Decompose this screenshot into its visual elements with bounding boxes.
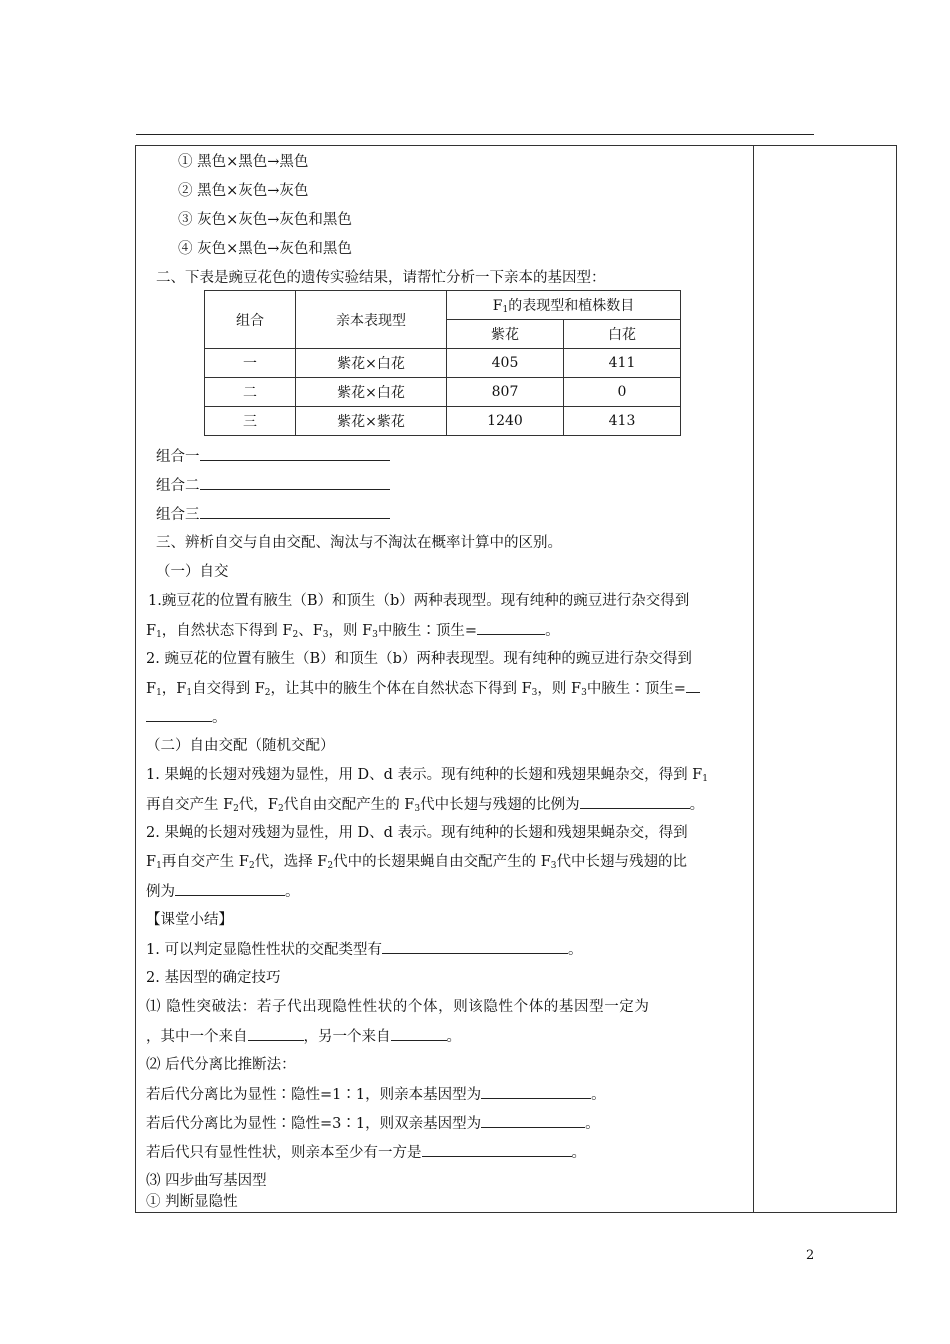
fly2-line-1: 2. 果蝇的长翅对残翅为显性，用 D、d 表示。现有纯种的长翅和残翅果蝇杂交，得到 <box>146 825 688 841</box>
cross-1: ① 黑色×黑色→黑色 <box>178 154 309 170</box>
table-row <box>205 378 681 407</box>
section2-title: 二、下表是豌豆花色的遗传实验结果，请帮忙分析一下亲本的基因型： <box>156 270 606 286</box>
section3-title: 三、辨析自交与自由交配、淘汰与不淘汰在概率计算中的区别。 <box>156 535 562 551</box>
q2-blank[interactable] <box>146 707 212 722</box>
sub1-title: （一）自交 <box>156 564 229 580</box>
header-white: 白花 <box>564 320 681 349</box>
answer-line-3: 组合三 <box>156 504 390 525</box>
page-number: 2 <box>806 1248 815 1263</box>
summary-blank-8[interactable] <box>422 1142 572 1157</box>
q1-line-1: 1.豌豆花的位置有腋生（B）和顶生（b）两种表现型。现有纯种的豌豆进行杂交得到 <box>148 593 690 609</box>
header-f1: $F_1$的表现型和植株数目 <box>447 291 681 320</box>
header-purple: 紫花 <box>447 320 564 349</box>
row-purple: 405 <box>447 349 564 378</box>
header-rule <box>136 134 814 135</box>
genotype-table <box>204 290 681 436</box>
row-group: 二 <box>205 378 296 407</box>
summary-blank-4b[interactable] <box>391 1026 447 1041</box>
summary-item-10: ① 判断显隐性 <box>146 1194 238 1210</box>
q2-line-2: $F_1$，$F_1$自交得到 $F_2$，让其中的腋生个体在自然状态下得到 $F_3$，则 $F_3$中腋生∶顶生= <box>146 678 700 703</box>
row-white: 411 <box>564 349 681 378</box>
fly2-line-2: $F_1$再自交产生 $F_2$代，选择 $F_2$代中的长翅果蝇自由交配产生的 $F_3$代中长翅与残翅的比 <box>146 854 688 871</box>
q2-line-1: 2. 豌豆花的位置有腋生（B）和顶生（b）两种表现型。现有纯种的豌豆进行杂交得到 <box>146 651 692 667</box>
summary-item-4: ，其中一个来自 ，另一个来自 。 <box>146 1026 461 1047</box>
cross-2: ② 黑色×灰色→灰色 <box>178 183 309 199</box>
summary-item-5: ⑵ 后代分离比推断法： <box>146 1057 296 1073</box>
q1-blank[interactable] <box>477 620 545 635</box>
summary-blank-6[interactable] <box>481 1084 591 1099</box>
summary-item-6: 若后代分离比为显性∶隐性=1∶1，则亲本基因型为 。 <box>146 1084 606 1105</box>
cross-3: ③ 灰色×灰色→灰色和黑色 <box>178 212 352 228</box>
summary-blank-7[interactable] <box>481 1113 585 1128</box>
table-row <box>205 349 681 378</box>
summary-blank-1[interactable] <box>382 939 568 954</box>
row-parent: 紫花×白花 <box>296 349 447 378</box>
row-purple: 807 <box>447 378 564 407</box>
answer-blank-1[interactable] <box>200 446 390 461</box>
summary-item-1: 1. 可以判定显隐性性状的交配类型有 。 <box>146 939 582 960</box>
q2-line-3: 。 <box>146 707 227 728</box>
answer-line-2: 组合二 <box>156 475 390 496</box>
row-parent: 紫花×白花 <box>296 378 447 407</box>
row-white: 0 <box>564 378 681 407</box>
fly1-line-2: 再自交产生 $F_2$代，$F_2$代自由交配产生的 $F_3$代中长翅与残翅的比例为 。 <box>146 794 704 819</box>
summary-item-3: ⑴ 隐性突破法：若子代出现隐性性状的个体，则该隐性个体的基因型一定为 <box>146 999 650 1015</box>
row-group: 三 <box>205 407 296 436</box>
column-divider <box>753 146 754 1212</box>
fly1-blank[interactable] <box>580 794 690 809</box>
sub2-title: （二）自由交配（随机交配） <box>146 738 335 754</box>
row-white: 413 <box>564 407 681 436</box>
header-parent: 亲本表现型 <box>296 291 447 349</box>
answer-blank-3[interactable] <box>200 504 390 519</box>
summary-item-7: 若后代分离比为显性∶隐性=3∶1，则双亲基因型为 。 <box>146 1113 600 1134</box>
fly2-blank[interactable] <box>175 881 285 896</box>
fly1-line-1: 1. 果蝇的长翅对残翅为显性，用 D、d 表示。现有纯种的长翅和残翅果蝇杂交，得到 $F_1$ <box>146 767 708 784</box>
row-purple: 1240 <box>447 407 564 436</box>
summary-item-2: 2. 基因型的确定技巧 <box>146 970 281 986</box>
row-parent: 紫花×紫花 <box>296 407 447 436</box>
summary-blank-4a[interactable] <box>248 1026 304 1041</box>
answer-line-1: 组合一 <box>156 446 390 467</box>
cross-4: ④ 灰色×黑色→灰色和黑色 <box>178 241 352 257</box>
summary-title: 【课堂小结】 <box>146 912 233 928</box>
summary-item-8: 若后代只有显性性状，则亲本至少有一方是 。 <box>146 1142 586 1163</box>
q2-blank-start[interactable] <box>686 678 700 693</box>
table-row <box>205 407 681 436</box>
fly2-line-3: 例为 。 <box>146 881 300 902</box>
content-frame <box>135 145 897 1213</box>
summary-item-9: ⑶ 四步曲写基因型 <box>146 1173 267 1189</box>
q1-line-2: $F_1$，自然状态下得到 $F_2$、$F_3$，则 $F_3$中腋生∶顶生= 。 <box>146 620 560 645</box>
header-group: 组合 <box>205 291 296 349</box>
answer-blank-2[interactable] <box>200 475 390 490</box>
row-group: 一 <box>205 349 296 378</box>
